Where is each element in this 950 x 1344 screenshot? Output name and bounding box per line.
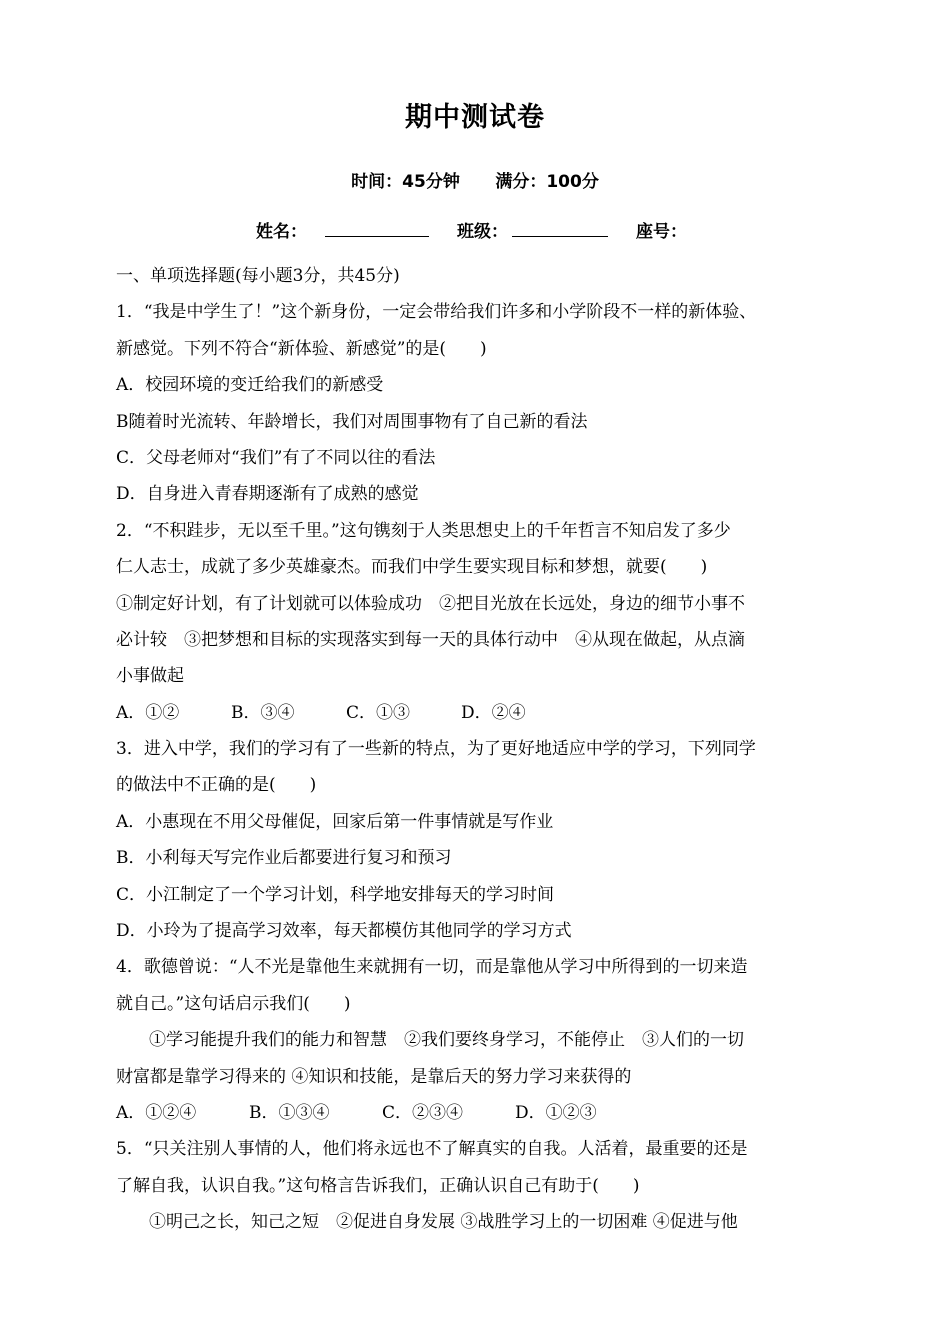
question-5 [116, 1135, 846, 1244]
q3-option-b: B．小利每天写完作业后都要进行复习和预习 [116, 848, 452, 869]
q4-option-c: C．②③④ [382, 1102, 464, 1123]
q2-line-1: 2．“不积跬步，无以至千里。”这句镌刻于人类思想史上的千年哲言不知启发了多少 [116, 520, 731, 541]
name-label: 姓名： [256, 222, 307, 242]
q4-line-3: ①学习能提升我们的能力和智慧 ②我们要终身学习，不能停止 ③人们的一切 [149, 1030, 744, 1051]
q3-line-1: 3．进入中学，我们的学习有了一些新的特点，为了更好地适应中学的学习，下列同学 [116, 739, 756, 760]
q2-options [116, 699, 846, 735]
q2-option-d: D．②④ [461, 702, 526, 723]
q4-option-d: D．①②③ [515, 1102, 597, 1123]
exam-meta: 时间：45分钟 满分：100分 [351, 172, 599, 192]
student-info [256, 217, 687, 242]
q2-line-4: 必计较 ③把梦想和目标的实现落实到每一天的具体行动中 ④从现在做起，从点滴 [116, 629, 745, 650]
q4-line-2: 就自己。”这句话启示我们( ) [116, 993, 351, 1014]
q1-option-d: D．自身进入青春期逐渐有了成熟的感觉 [116, 484, 419, 505]
question-body [116, 262, 846, 1245]
seat-label: 座号： [636, 222, 687, 242]
question-2 [116, 517, 846, 735]
q1-option-a: A．校园环境的变迁给我们的新感受 [116, 375, 384, 396]
q2-option-b: B．③④ [231, 702, 295, 723]
q4-line-4: 财富都是靠学习得来的 ④知识和技能，是靠后天的努力学习来获得的 [116, 1066, 632, 1087]
q2-line-5: 小事做起 [116, 666, 184, 687]
class-label: 班级： [457, 222, 508, 242]
q3-option-c: C．小江制定了一个学习计划，科学地安排每天的学习时间 [116, 884, 555, 905]
class-blank[interactable] [512, 222, 608, 237]
question-4 [116, 953, 846, 1135]
q1-line-1: 1．“我是中学生了！”这个新身份，一定会带给我们许多和小学阶段不一样的新体验、 [116, 302, 757, 323]
q2-option-c: C．①③ [346, 702, 411, 723]
q3-option-d: D．小玲为了提高学习效率，每天都模仿其他同学的学习方式 [116, 921, 572, 942]
q5-line-2: 了解自我，认识自我。”这句格言告诉我们，正确认识自己有助于( ) [116, 1175, 640, 1196]
q4-option-a: A．①②④ [116, 1102, 197, 1123]
q1-option-b: B随着时光流转、年龄增长，我们对周围事物有了自己新的看法 [116, 411, 588, 432]
q2-option-a: A．①② [116, 702, 180, 723]
name-blank[interactable] [325, 222, 429, 237]
q3-option-a: A．小惠现在不用父母催促，回家后第一件事情就是写作业 [116, 811, 554, 832]
q2-line-3: ①制定好计划，有了计划就可以体验成功 ②把目光放在长远处，身边的细节小事不 [116, 593, 745, 614]
q3-line-2: 的做法中不正确的是( ) [116, 775, 317, 796]
q4-line-1: 4．歌德曾说：“人不光是靠他生来就拥有一切，而是靠他从学习中所得到的一切来造 [116, 957, 748, 978]
q5-line-1: 5．“只关注别人事情的人，他们将永远也不了解真实的自我。人活着，最重要的还是 [116, 1139, 748, 1160]
page-title: 期中测试卷 [405, 102, 545, 133]
q5-line-3: ①明己之长，知己之短 ②促进自身发展 ③战胜学习上的一切困难 ④促进与他 [149, 1212, 738, 1233]
q4-option-b: B．①③④ [249, 1102, 330, 1123]
section-heading: 一、单项选择题(每小题3分，共45分) [116, 266, 400, 286]
q1-line-2: 新感觉。下列不符合“新体验、新感觉”的是( ) [116, 338, 487, 359]
question-1 [116, 298, 846, 516]
question-3 [116, 735, 846, 953]
q4-options [116, 1099, 846, 1135]
q2-line-2: 仁人志士，成就了多少英雄豪杰。而我们中学生要实现目标和梦想，就要( ) [116, 557, 708, 578]
q1-option-c: C．父母老师对“我们”有了不同以往的看法 [116, 447, 436, 468]
